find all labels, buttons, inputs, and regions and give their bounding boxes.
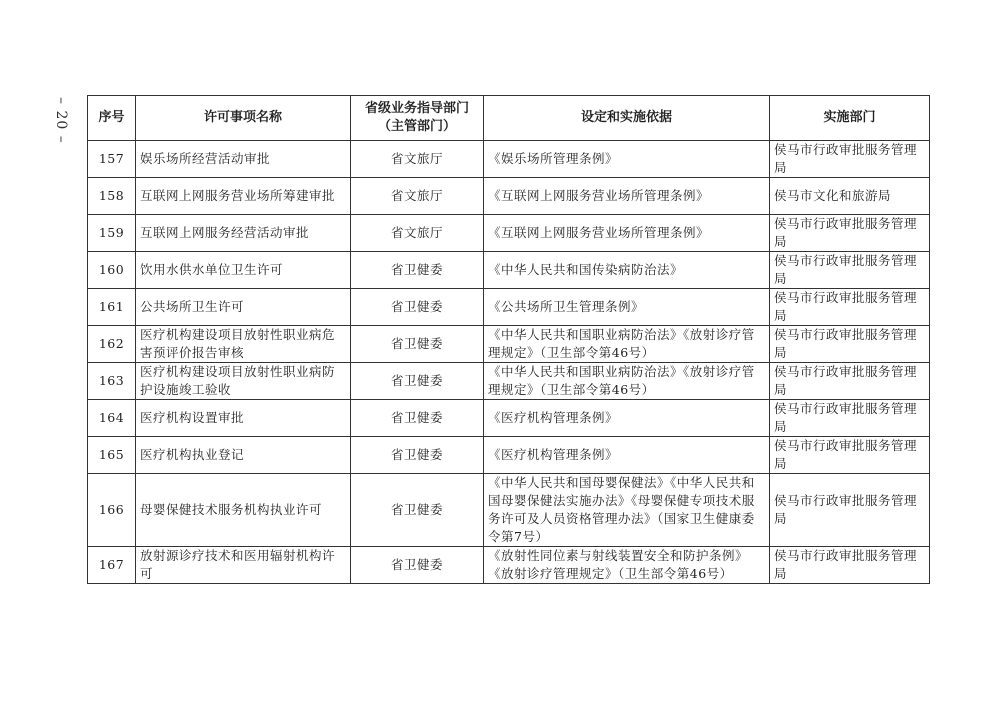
row-number: 157 [88,141,136,178]
implementing-department: 侯马市行政审批服务管理局 [770,289,930,326]
row-number: 158 [88,178,136,215]
table-row [88,252,930,289]
permit-name: 医疗机构执业登记 [136,437,351,474]
permit-name: 公共场所卫生许可 [136,289,351,326]
implementing-department: 侯马市行政审批服务管理局 [770,547,930,584]
guiding-department: 省卫健委 [351,326,484,363]
permit-name: 饮用水供水单位卫生许可 [136,252,351,289]
header-num: 序号 [88,96,136,141]
guiding-department: 省卫健委 [351,547,484,584]
header-impl: 实施部门 [770,96,930,141]
header-row [88,96,930,141]
permit-name: 母婴保健技术服务机构执业许可 [136,474,351,547]
row-number: 165 [88,437,136,474]
table-row [88,141,930,178]
permit-name: 互联网上网服务经营活动审批 [136,215,351,252]
table-row [88,474,930,547]
guiding-department: 省文旅厅 [351,215,484,252]
guiding-department: 省卫健委 [351,437,484,474]
implementing-department: 侯马市行政审批服务管理局 [770,215,930,252]
header-basis: 设定和实施依据 [484,96,770,141]
row-number: 167 [88,547,136,584]
implementing-department: 侯马市行政审批服务管理局 [770,400,930,437]
table-row [88,289,930,326]
guiding-department: 省卫健委 [351,289,484,326]
guiding-department: 省文旅厅 [351,178,484,215]
row-number: 162 [88,326,136,363]
row-number: 161 [88,289,136,326]
implementing-department: 侯马市行政审批服务管理局 [770,363,930,400]
permit-name: 放射源诊疗技术和医用辐射机构许可 [136,547,351,584]
table-row [88,547,930,584]
row-number: 166 [88,474,136,547]
table-row [88,400,930,437]
table-row [88,178,930,215]
guiding-department: 省卫健委 [351,474,484,547]
guiding-department: 省文旅厅 [351,141,484,178]
legal-basis: 《互联网上网服务营业场所管理条例》 [484,215,770,252]
row-number: 164 [88,400,136,437]
legal-basis: 《中华人民共和国职业病防治法》《放射诊疗管理规定》（卫生部令第46号） [484,363,770,400]
row-number: 163 [88,363,136,400]
table-row [88,363,930,400]
legal-basis: 《娱乐场所管理条例》 [484,141,770,178]
header-dept-line2: （主管部门） [377,119,456,134]
permit-name: 娱乐场所经营活动审批 [136,141,351,178]
page-number: – 20 – [53,96,69,144]
implementing-department: 侯马市行政审批服务管理局 [770,252,930,289]
implementing-department: 侯马市文化和旅游局 [770,178,930,215]
table-row [88,326,930,363]
permit-name: 医疗机构建设项目放射性职业病危害预评价报告审核 [136,326,351,363]
legal-basis: 《医疗机构管理条例》 [484,437,770,474]
legal-basis: 《医疗机构管理条例》 [484,400,770,437]
permit-table [87,95,930,584]
legal-basis: 《中华人民共和国职业病防治法》《放射诊疗管理规定》（卫生部令第46号） [484,326,770,363]
legal-basis: 《中华人民共和国传染病防治法》 [484,252,770,289]
implementing-department: 侯马市行政审批服务管理局 [770,474,930,547]
implementing-department: 侯马市行政审批服务管理局 [770,326,930,363]
permit-name: 互联网上网服务营业场所筹建审批 [136,178,351,215]
guiding-department: 省卫健委 [351,252,484,289]
row-number: 159 [88,215,136,252]
row-number: 160 [88,252,136,289]
header-name: 许可事项名称 [136,96,351,141]
guiding-department: 省卫健委 [351,363,484,400]
implementing-department: 侯马市行政审批服务管理局 [770,437,930,474]
legal-basis: 《公共场所卫生管理条例》 [484,289,770,326]
legal-basis: 《互联网上网服务营业场所管理条例》 [484,178,770,215]
header-dept-line1: 省级业务指导部门 [364,101,469,116]
legal-basis: 《放射性同位素与射线装置安全和防护条例》《放射诊疗管理规定》（卫生部令第46号） [484,547,770,584]
implementing-department: 侯马市行政审批服务管理局 [770,141,930,178]
permit-name: 医疗机构设置审批 [136,400,351,437]
table-row [88,437,930,474]
table-row [88,215,930,252]
legal-basis: 《中华人民共和国母婴保健法》《中华人民共和国母婴保健法实施办法》《母婴保健专项技术服务许可及人员资格管理办法》（国家卫生健康委令第7号） [484,474,770,547]
header-dept [351,96,484,141]
permit-name: 医疗机构建设项目放射性职业病防护设施竣工验收 [136,363,351,400]
guiding-department: 省卫健委 [351,400,484,437]
